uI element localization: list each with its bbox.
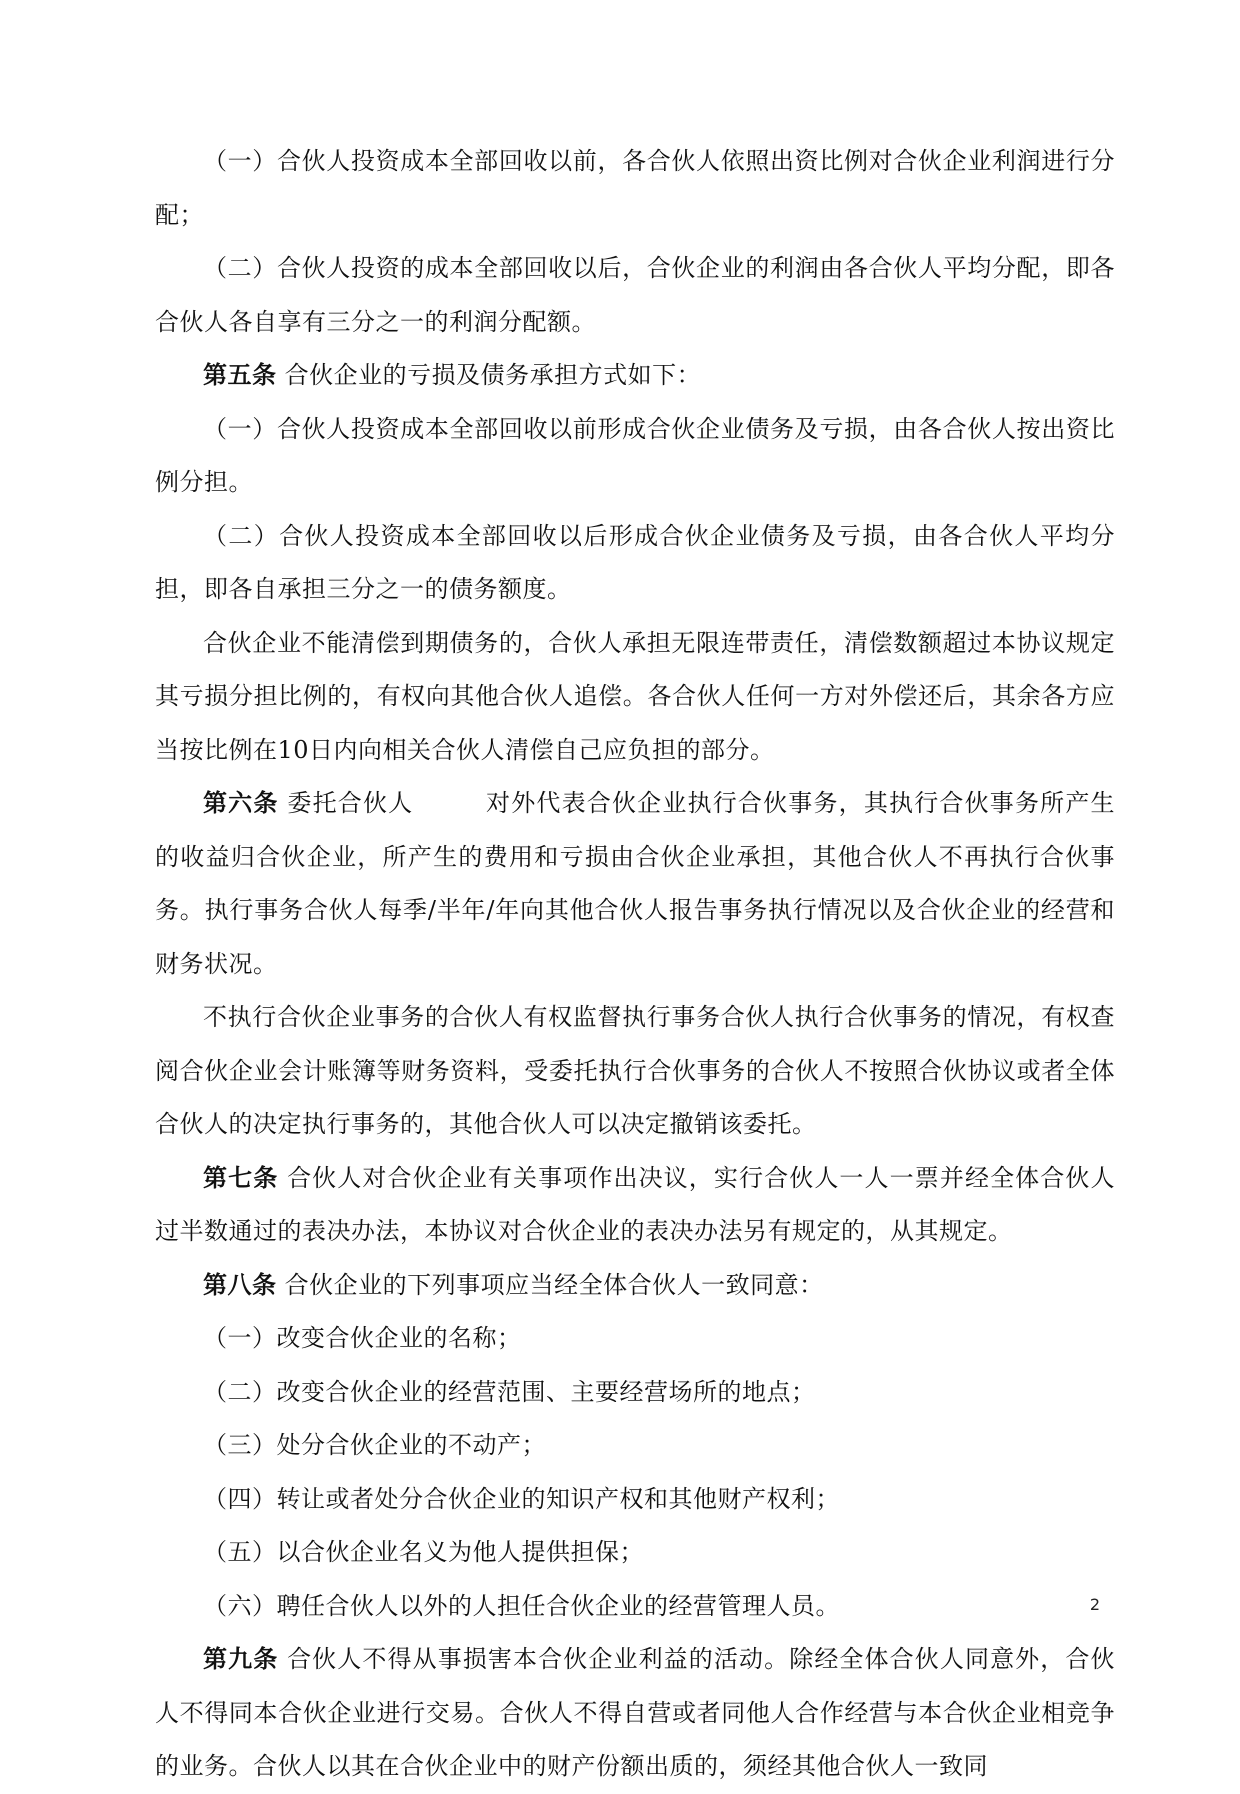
list-item-text: （三）处分合伙企业的不动产；	[203, 1431, 546, 1459]
paragraph-text: （二）合伙人投资成本全部回收以后形成合伙企业债务及亏损，由各合伙人平均分担，即各自承担三分之一的债务额度。	[155, 521, 1115, 603]
list-item-text: （五）以合伙企业名义为他人提供担保；	[203, 1538, 644, 1566]
paragraph-profit-before-recovery	[155, 135, 1115, 242]
paragraph-supervision-rights	[155, 991, 1115, 1152]
paragraph-text: 不执行合伙企业事务的合伙人有权监督执行事务合伙人执行合伙事务的情况，有权查阅合伙企业会计账簿等财务资料，受委托执行合伙事务的合伙人不按照合伙协议或者全体合伙人的决定执行事务的，其他合伙人可以决定撤销该委托。	[155, 1003, 1115, 1138]
list-item-change-scope	[155, 1366, 1115, 1420]
list-item-ip-transfer	[155, 1473, 1115, 1527]
list-item-management	[155, 1580, 1115, 1634]
list-item-guarantee	[155, 1526, 1115, 1580]
list-item-change-name	[155, 1312, 1115, 1366]
article-6	[155, 777, 1115, 991]
article-number: 第九条	[203, 1645, 279, 1673]
list-item-text: （一）改变合伙企业的名称；	[203, 1324, 522, 1352]
paragraph-text: 合伙企业的下列事项应当经全体合伙人一致同意：	[284, 1270, 824, 1299]
article-5	[155, 349, 1115, 403]
paragraph-text: （一）合伙人投资成本全部回收以前形成合伙企业债务及亏损，由各合伙人按出资比例分担。	[155, 414, 1115, 496]
list-item-text: （二）改变合伙企业的经营范围、主要经营场所的地点；	[203, 1377, 816, 1406]
paragraph-profit-after-recovery	[155, 242, 1115, 349]
article-number: 第七条	[203, 1163, 279, 1192]
list-item-text: （四）转让或者处分合伙企业的知识产权和其他财产权利；	[203, 1484, 840, 1513]
list-item-real-estate	[155, 1419, 1115, 1473]
paragraph-text: 合伙企业的亏损及债务承担方式如下：	[284, 361, 702, 389]
paragraph-loss-after-recovery	[155, 510, 1115, 617]
paragraph-text: 合伙企业不能清偿到期债务的，合伙人承担无限连带责任，清偿数额超过本协议规定其亏损分担比例的，有权向其他合伙人追偿。各合伙人任何一方对外偿还后，其余各方应当按比例在10日内向相关合伙人清偿自己应负担的部分。	[155, 628, 1115, 764]
page-number: 2	[1089, 1595, 1100, 1614]
paragraph-lead-text: 委托合伙人	[287, 789, 414, 817]
article-number: 第六条	[203, 789, 279, 817]
paragraph-text: （二）合伙人投资的成本全部回收以后，合伙企业的利润由各合伙人平均分配，即各合伙人各自享有三分之一的利润分配额。	[155, 254, 1115, 336]
paragraph-text: 对外代表合伙企业执行合伙事务，其执行合伙事务所产生的收益归合伙企业，所产生的费用和亏损由合伙企业承担，其他合伙人不再执行合伙事务。执行事务合伙人每季/半年/年向其他合伙人报告事务执行情况以及合伙企业的经营和财务状况。	[155, 789, 1116, 978]
article-8	[155, 1259, 1115, 1313]
paragraph-text: 合伙人不得从事损害本合伙企业利益的活动。除经全体合伙人同意外，合伙人不得同本合伙企业进行交易。合伙人不得自营或者同他人合作经营与本合伙企业相竞争的业务。合伙人以其在合伙企业中的财产份额出质的，须经其他合伙人一致同	[155, 1645, 1116, 1780]
paragraph-text: （一）合伙人投资成本全部回收以前，各合伙人依照出资比例对合伙企业利润进行分配；	[155, 147, 1115, 229]
article-7	[155, 1152, 1115, 1259]
list-item-text: （六）聘任合伙人以外的人担任合伙企业的经营管理人员。	[203, 1591, 840, 1620]
paragraph-loss-before-recovery	[155, 403, 1115, 510]
article-number: 第五条	[203, 361, 277, 389]
paragraph-debt-liability	[155, 617, 1115, 778]
paragraph-text: 合伙人对合伙企业有关事项作出决议，实行合伙人一人一票并经全体合伙人过半数通过的表决办法，本协议对合伙企业的表决办法另有规定的，从其规定。	[155, 1163, 1116, 1245]
document-body	[155, 135, 1115, 1794]
article-9	[155, 1633, 1115, 1794]
article-number: 第八条	[203, 1270, 277, 1299]
